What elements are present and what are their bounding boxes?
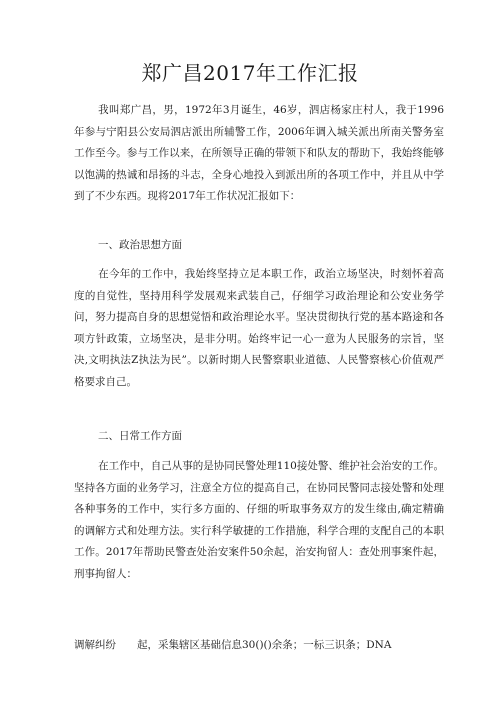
section-body-daily-work: 在工作中，自己从事的是协同民警处理110接处警、维护社会治安的工作。坚持各方面的业务学习，注意全方位的提高自己，在协同民警同志接处警和处理各种事务的工作中，实行多方面的、仔细的听取事务双方的发生缘由,确定精确的调解方式和处理方法。实行科学敏捷的工作措施，科学合理的支配自己的本职工作。2017年帮助民警查处治安案件50余起，治安拘留人：查处刑事案件起，刑事拘留人： (74, 460, 444, 580)
section-heading-political: 一、政治思想方面 (98, 239, 182, 251)
intro-paragraph: 我叫郑广昌，男，1972年3月诞生，46岁，泗店杨家庄村人，我于1996年参与宁阳县公安局泗店派出所辅警工作，2006年调入城关派出所南关警务室工作至今。参与工作以来，在所领导正确的带领下和队友的帮助下，我始终能够以饱满的热诚和昂扬的斗志，全身心地投入到派出所的各项工作中，并且从中学到了不少东西。现将2017年工作状况汇报如下： (74, 104, 444, 203)
truncated-last-line: 调解纠纷 起，采集辖区基础信息30()()余条；一标三识条；DNA (74, 639, 392, 651)
section-heading-daily-work: 二、日常工作方面 (98, 430, 182, 442)
section-body-political: 在今年的工作中，我始终坚持立足本职工作，政治立场坚决，时刻怀着高度的自觉性，坚持用科学发展观来武装自己，仔细学习政治理论和公安业务学问，努力提高自身的思想觉悟和政治理论水平。坚决贯彻执行党的基本路途和各项方针政策，立场坚决，是非分明。始终牢记一心一意为人民服务的宗旨，坚决,文明执法Z执法为民”。以新时期人民警察职业道德、人民警察核心价值观严格要求自己。 (74, 268, 444, 388)
document-title: 郑广昌2017年工作汇报 (141, 61, 359, 85)
